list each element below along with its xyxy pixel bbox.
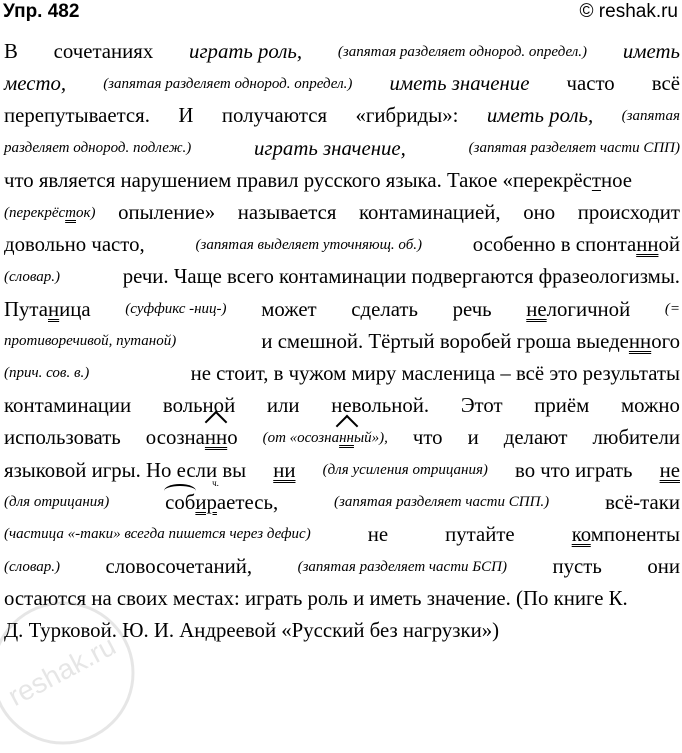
word: речи. Чаще всего контаминации подвергаются фразеологизмы. — [122, 265, 680, 289]
comment: (словар.) — [4, 268, 61, 285]
word: языковой игры. Но если вы — [4, 458, 247, 482]
word: или — [266, 394, 300, 418]
word: осознанно — [145, 426, 238, 450]
word: вольной — [162, 394, 236, 418]
word: всё — [651, 72, 680, 96]
text-line — [4, 422, 680, 454]
comment: (словар.) — [4, 558, 61, 575]
word: они — [647, 555, 680, 579]
word: не — [367, 522, 389, 546]
text-line — [4, 229, 680, 261]
word: получаются — [221, 104, 328, 128]
comment: (прич. сов. в.) — [4, 365, 90, 382]
phrase: играть значение, — [254, 136, 406, 160]
underlined-letter: т — [591, 168, 601, 192]
word: перепутывается. — [4, 104, 150, 128]
underlined-letter: не — [526, 297, 547, 321]
text-line — [4, 100, 680, 132]
word: словосочетаний, — [105, 555, 253, 579]
text-line — [4, 358, 680, 390]
comment: (частица «-таки» всегда пишется через дефис) — [4, 526, 311, 543]
word: и — [467, 426, 479, 450]
underlined-letter: нн — [636, 233, 659, 257]
word: нелогичной — [526, 297, 631, 321]
text-line — [4, 519, 680, 551]
phrase: иметь роль, — [486, 104, 594, 128]
phrase: иметь значение — [389, 72, 530, 96]
text-line — [4, 261, 680, 293]
text-line — [4, 68, 680, 100]
word: Путаница — [4, 297, 91, 321]
comment: (запятая разделяет однород. определ.) — [337, 43, 588, 60]
word: оно — [523, 201, 556, 225]
word: сделать — [351, 297, 418, 321]
word: делают — [503, 426, 568, 450]
text-line — [4, 326, 680, 358]
word: что является нарушением правил русского языка. Такое «перекрёстное — [4, 168, 632, 192]
word: контаминацией, — [359, 201, 501, 225]
word: Этот — [460, 394, 503, 418]
phrase: играть роль, — [189, 40, 303, 64]
comment: (запятая разделяет части БСП) — [297, 558, 507, 575]
word: путайте — [445, 522, 515, 546]
word: особенно в спонтанной — [472, 233, 680, 257]
word: называется — [237, 201, 337, 225]
word: компоненты — [571, 522, 680, 546]
underlined-letter: н — [48, 297, 60, 321]
word: пусть — [552, 555, 602, 579]
comment: (запятая выделяет уточняющ. об.) — [195, 236, 422, 253]
comment: (запятая разделяет части СПП) — [468, 140, 680, 157]
text-line — [4, 583, 680, 615]
word: использовать — [4, 426, 121, 450]
word: сочетаниях — [53, 40, 154, 64]
word: любители — [592, 426, 680, 450]
word: контаминации — [4, 394, 132, 418]
comment: (запятая разделяет однород. определ.) — [103, 75, 353, 92]
underlined-letter: не — [659, 458, 680, 482]
word: может — [261, 297, 317, 321]
underlined-letter: т — [65, 204, 76, 221]
word: приём — [534, 394, 590, 418]
comment: (для отрицания) — [4, 494, 110, 511]
word: и смешной. Тёртый воробей гроша выеденного — [261, 329, 680, 353]
comment: (перекрёсток) — [4, 204, 96, 221]
word: не стоит, в чужом миру масленица – всё это результаты — [190, 361, 680, 385]
comment: противоречивой, путаной) — [4, 333, 177, 350]
word: Д. Турковой. Ю. И. Андреевой «Русский без нагрузки») — [4, 619, 500, 643]
phrase: иметь — [622, 40, 680, 64]
underlined-letter: нн — [628, 329, 652, 353]
text-line — [4, 551, 680, 583]
comment: (для усиления отрицания) — [322, 462, 488, 479]
watermark-text: reshak.ru — [3, 629, 121, 712]
word: И — [178, 104, 194, 128]
word: собир ч.аетесь, — [165, 491, 278, 515]
text-line — [4, 165, 680, 197]
exercise-title: Упр. 482 — [3, 1, 80, 22]
comment: (= — [664, 301, 680, 318]
word: опыление» — [118, 201, 216, 225]
underlined-letter: нн — [339, 429, 354, 446]
underlined-letter: ко — [571, 522, 591, 546]
comment: (запятая — [621, 107, 680, 124]
comment: (запятая разделяет части СПП.) — [334, 494, 550, 511]
underlined-letter: ни — [273, 458, 296, 482]
text-line — [4, 390, 680, 422]
prefix-mark: соб — [165, 490, 196, 514]
word: остаются на своих местах: играть роль и иметь значение. (По книге К. — [4, 587, 628, 611]
comment: (суффикс -ниц-) — [125, 301, 227, 318]
text-line — [4, 294, 680, 326]
word: во что играть — [515, 458, 633, 482]
word: можно — [621, 394, 680, 418]
word: довольно часто, — [4, 233, 145, 257]
word: речь — [452, 297, 492, 321]
comment: (от «осознанный»), — [262, 429, 388, 446]
exercise-text — [4, 36, 680, 648]
underlined-letter: нн — [204, 426, 228, 450]
comment: разделяет однород. подлеж.) — [4, 140, 192, 157]
text-line — [4, 197, 680, 229]
word: невольной. — [331, 394, 430, 418]
word: В — [4, 40, 18, 64]
word: «гибриды»: — [355, 104, 459, 128]
text-line — [4, 36, 680, 68]
text-line — [4, 133, 680, 165]
underlined-letter: ир ч. — [195, 491, 217, 515]
text-line — [4, 454, 680, 486]
source-label: © reshak.ru — [579, 1, 678, 22]
word: часто — [566, 72, 615, 96]
text-line — [4, 487, 680, 519]
text-line — [4, 615, 680, 647]
word: происходит — [577, 201, 680, 225]
word: что — [412, 426, 443, 450]
phrase: место, — [4, 72, 67, 96]
word: всё-таки — [605, 490, 680, 514]
